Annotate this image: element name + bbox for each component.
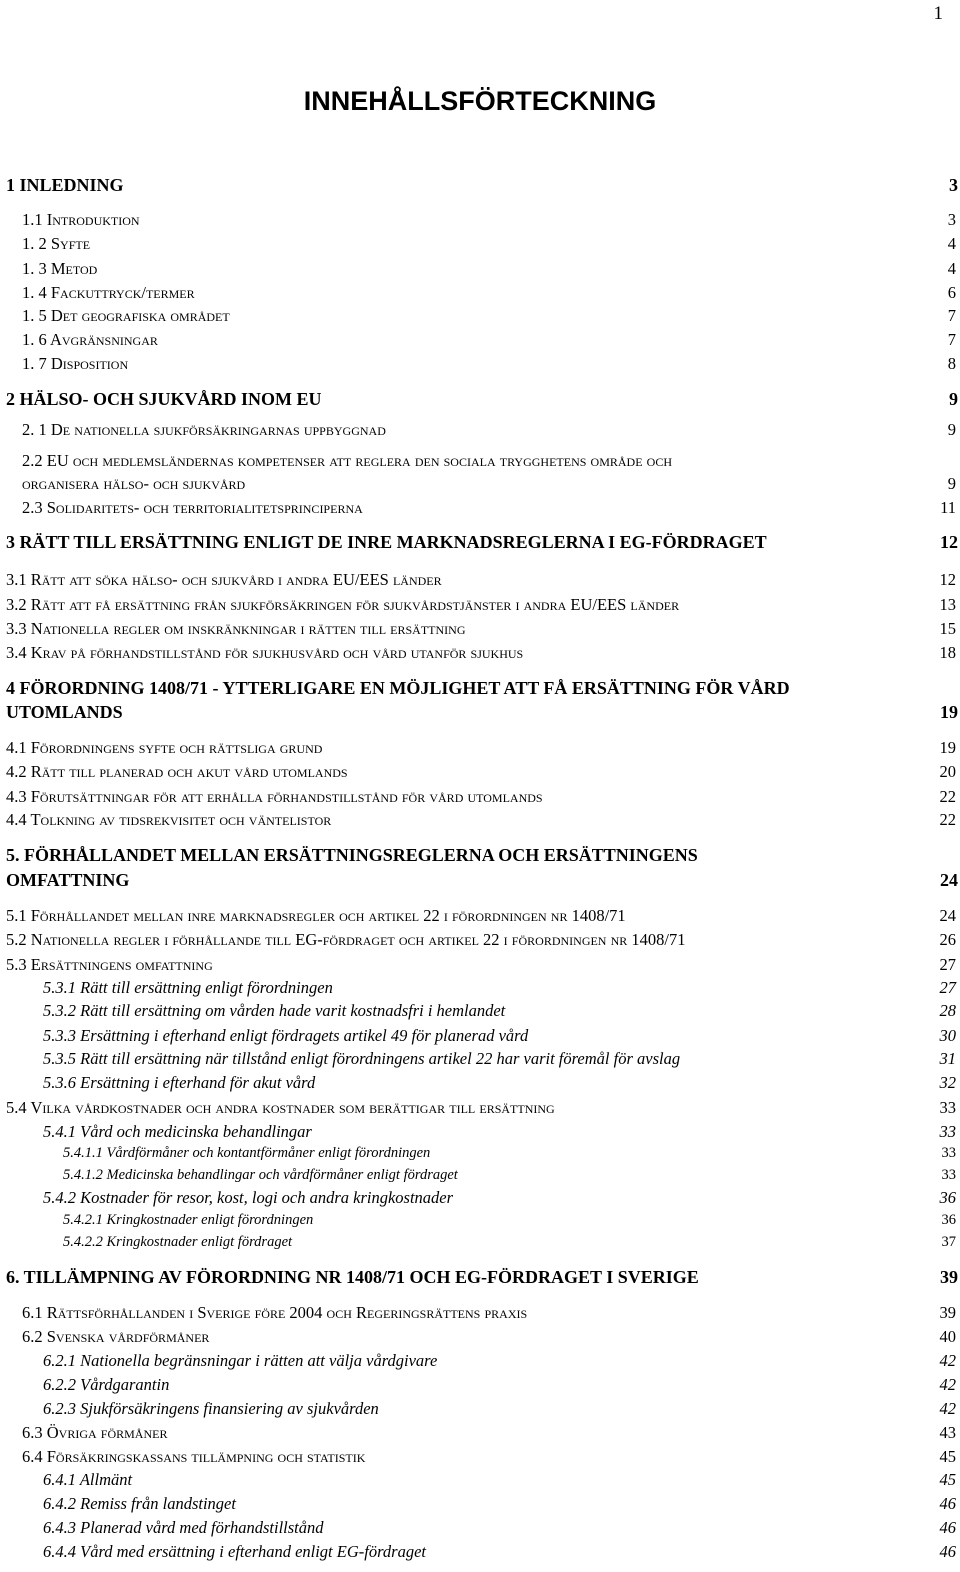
toc-entry[interactable] [0,175,960,205]
toc-entry-title: 5.3.2 Rätt till ersättning om vården hade varit kostnadsfri i hemlandet [43,1001,506,1020]
toc-entry-page: 42 [939,1351,956,1370]
toc-entry-title: 5.4 Vilka vårdkostnader och andra kostnader som berättigar till ersättning [6,1098,555,1117]
toc-entry-page: 12 [940,532,958,552]
toc-entry-title: 4.3 Förutsättningar för att erhålla förhandstillstånd för vård utomlands [6,787,543,806]
toc-entry[interactable] [0,389,960,419]
toc-entry-title: 5.4.1.2 Medicinska behandlingar och vårdförmåner enligt fördraget [63,1167,458,1183]
toc-entry-page: 46 [939,1494,956,1513]
toc-entry-title: 3.2 Rätt att få ersättning från sjukförsäkringen för sjukvårdstjänster i andra EU/EES länder [6,595,680,614]
toc-entry-page: 4 [947,259,956,278]
toc-entry-page: 26 [939,930,956,949]
toc-entry-title: UTOMLANDS [6,702,123,722]
toc-entry-title: 6.2 Svenska vårdförmåner [22,1327,210,1346]
toc-entry-title: 6.4.3 Planerad vård med förhandstillstånd [43,1518,324,1537]
toc-entry-title: 4.4 Tolkning av tidsrekvisitet och väntelistor [6,810,332,829]
toc-entry-page: 45 [939,1470,956,1489]
toc-entry-page: 19 [939,738,956,757]
toc-entry-page: 3 [949,175,958,195]
toc-entry-page: 24 [939,906,956,925]
toc-entry[interactable] [0,498,960,528]
toc-entry-page: 30 [939,1026,956,1045]
toc-entry-page: 45 [939,1447,956,1466]
toc-entry-page: 39 [940,1267,958,1287]
toc-entry-title: 6.4.2 Remiss från landstinget [43,1494,236,1513]
toc-entry[interactable] [0,1542,960,1572]
toc-entry-title: 3.4 Krav på förhandstillstånd för sjukhusvård och vård utanför sjukhus [6,643,524,662]
toc-entry-page: 24 [940,870,958,890]
toc-entry-title: 5.3.5 Rätt till ersättning när tillstånd enligt förordningens artikel 22 har varit föremål för avslag [43,1049,681,1068]
toc-entry-title: 3.1 Rätt att söka hälso- och sjukvård i andra EU/EES länder [6,570,442,589]
toc-entry-title: 6.3 Övriga förmåner [22,1423,168,1442]
toc-entry-title: 1. 2 Syfte [22,234,91,253]
toc-entry-page: 42 [939,1399,956,1418]
toc-entry-page: 28 [939,1001,956,1020]
toc-entry-page: 32 [939,1073,956,1092]
toc-entry[interactable] [0,1267,960,1297]
toc-entry-title: 6.4.4 Vård med ersättning i efterhand enligt EG-fördraget [43,1542,426,1561]
toc-entry-page: 15 [939,619,956,638]
toc-entry-title: 5.4.1.1 Vårdförmåner och kontantförmåner enligt förordningen [63,1145,431,1161]
toc-entry-page: 11 [940,498,956,517]
toc-entry-page: 7 [947,306,956,325]
toc-entry-title: 2. 1 De nationella sjukförsäkringarnas uppbyggnad [22,420,386,439]
toc-entry-page: 7 [947,330,956,349]
toc-entry-page: 22 [939,810,956,829]
toc-entry-page: 36 [939,1188,956,1207]
toc-entry-page: 8 [947,354,956,373]
toc-entry-page: 39 [939,1303,956,1322]
toc-entry-page: 33 [939,1122,956,1141]
toc-entry-title: 1. 3 Metod [22,259,98,278]
toc-entry-page: 6 [947,283,956,302]
toc-entry-page: 22 [939,787,956,806]
toc-entry-title: 3.3 Nationella regler om inskränkningar i rätten till ersättning [6,619,466,638]
toc-entry-page: 4 [947,234,956,253]
toc-entry-title: 5.4.2.2 Kringkostnader enligt fördraget [63,1234,293,1250]
toc-entry-page: 12 [939,570,956,589]
toc-entry[interactable] [0,354,960,384]
toc-entry-page: 27 [939,955,956,974]
toc-entry[interactable] [0,532,960,562]
toc-entry-title: 1. 4 Fackuttryck/termer [22,283,195,302]
toc-entry-page: 46 [939,1518,956,1537]
toc-entry-title: 1. 6 Avgränsningar [22,330,158,349]
toc-entry-title: 5.3.6 Ersättning i efterhand för akut vård [43,1073,316,1092]
toc-entry-title: 6.2.3 Sjukförsäkringens finansiering av sjukvården [43,1399,379,1418]
toc-entry-page: 43 [939,1423,956,1442]
toc-entry-title: 1. 5 Det geografiska området [22,306,230,325]
toc-entry-page: 42 [939,1375,956,1394]
toc-entry-page: 27 [939,978,956,997]
toc-entry-page: 9 [947,420,956,439]
toc-entry-title: 5.3 Ersättningens omfattning [6,955,213,974]
toc-entry-page: 33 [941,1145,956,1161]
toc-entry-title: 5.4.2.1 Kringkostnader enligt förordningen [63,1212,314,1228]
toc-entry-title: 5.4.2 Kostnader för resor, kost, logi och andra kringkostnader [43,1188,454,1207]
toc-entry-title: 6. TILLÄMPNING AV FÖRORDNING NR 1408/71 OCH EG-FÖRDRAGET I SVERIGE [6,1267,699,1287]
toc-entry-title: 6.2.1 Nationella begränsningar i rätten att välja vårdgivare [43,1351,438,1370]
toc-entry-page: 40 [939,1327,956,1346]
toc-entry-title: 5.2 Nationella regler i förhållande till EG-fördraget och artikel 22 i förordningen nr 1408/71 [6,930,686,949]
toc-entry[interactable] [0,1234,960,1264]
toc-entry-title: 3 RÄTT TILL ERSÄTTNING ENLIGT DE INRE MARKNADSREGLERNA I EG-FÖRDRAGET [6,532,767,552]
toc-entry-title: 4.2 Rätt till planerad och akut vård utomlands [6,762,348,781]
toc-entry-page: 20 [939,762,956,781]
toc-entry-title: 1 INLEDNING [6,175,124,195]
toc-entry-title: 2 HÄLSO- OCH SJUKVÅRD INOM EU [6,389,322,409]
toc-entry-title: 1.1 Introduktion [22,210,140,229]
toc-entry-title: 5.3.1 Rätt till ersättning enligt förordningen [43,978,333,997]
toc-entry-title: 5.1 Förhållandet mellan inre marknadsregler och artikel 22 i förordningen nr 1408/71 [6,906,626,925]
toc-entry-title: 4 FÖRORDNING 1408/71 - YTTERLIGARE EN MÖJLIGHET ATT FÅ ERSÄTTNING FÖR VÅRD [6,678,790,698]
toc-entry-page: 36 [941,1212,956,1228]
toc-entry[interactable] [0,702,960,732]
page-title: INNEHÅLLSFÖRTECKNING [303,86,657,116]
toc-entry-page: 46 [939,1542,956,1561]
toc-entry[interactable] [0,810,960,840]
toc-entry-page: 19 [940,702,958,722]
toc-entry-page: 18 [939,643,956,662]
toc-entry-title: 2.3 Solidaritets- och territorialitetsprinciperna [22,498,363,517]
toc-entry-title: OMFATTNING [6,870,130,890]
toc-entry-page: 3 [947,210,956,229]
toc-entry-title: 5.3.3 Ersättning i efterhand enligt fördragets artikel 49 för planerad vård [43,1026,529,1045]
toc-entry-page: 33 [939,1098,956,1117]
toc-entry-title: 2.2 EU och medlemsländernas kompetenser att reglera den sociala trygghetens område och [22,451,673,470]
page-number: 1 [933,3,943,24]
toc-entry-title: 5.4.1 Vård och medicinska behandlingar [43,1122,312,1141]
toc-entry-title: 6.4 Försäkringskassans tillämpning och statistik [22,1447,366,1466]
toc-entry-title: 6.2.2 Vårdgarantin [43,1375,170,1394]
toc-entry[interactable] [0,870,960,900]
toc-entry-title: 4.1 Förordningens syfte och rättsliga grund [6,738,323,757]
toc-entry-title: 6.4.1 Allmänt [43,1470,133,1489]
toc-entry[interactable] [0,643,960,673]
toc-entry-page: 33 [941,1167,956,1183]
toc-entry-page: 37 [941,1234,956,1250]
toc-entry-page: 9 [947,474,956,493]
toc-entry-title: 5. FÖRHÅLLANDET MELLAN ERSÄTTNINGSREGLERNA OCH ERSÄTTNINGENS [6,845,698,865]
toc-entry-title: 6.1 Rättsförhållanden i Sverige före 2004 och Regeringsrättens praxis [22,1303,528,1322]
toc-entry-title: organisera hälso- och sjukvård [22,474,246,493]
toc-entry-page: 31 [939,1049,956,1068]
toc-entry-page: 9 [949,389,958,409]
toc-entry-page: 13 [939,595,956,614]
toc-entry-title: 1. 7 Disposition [22,354,129,373]
toc-entry[interactable] [0,420,960,450]
